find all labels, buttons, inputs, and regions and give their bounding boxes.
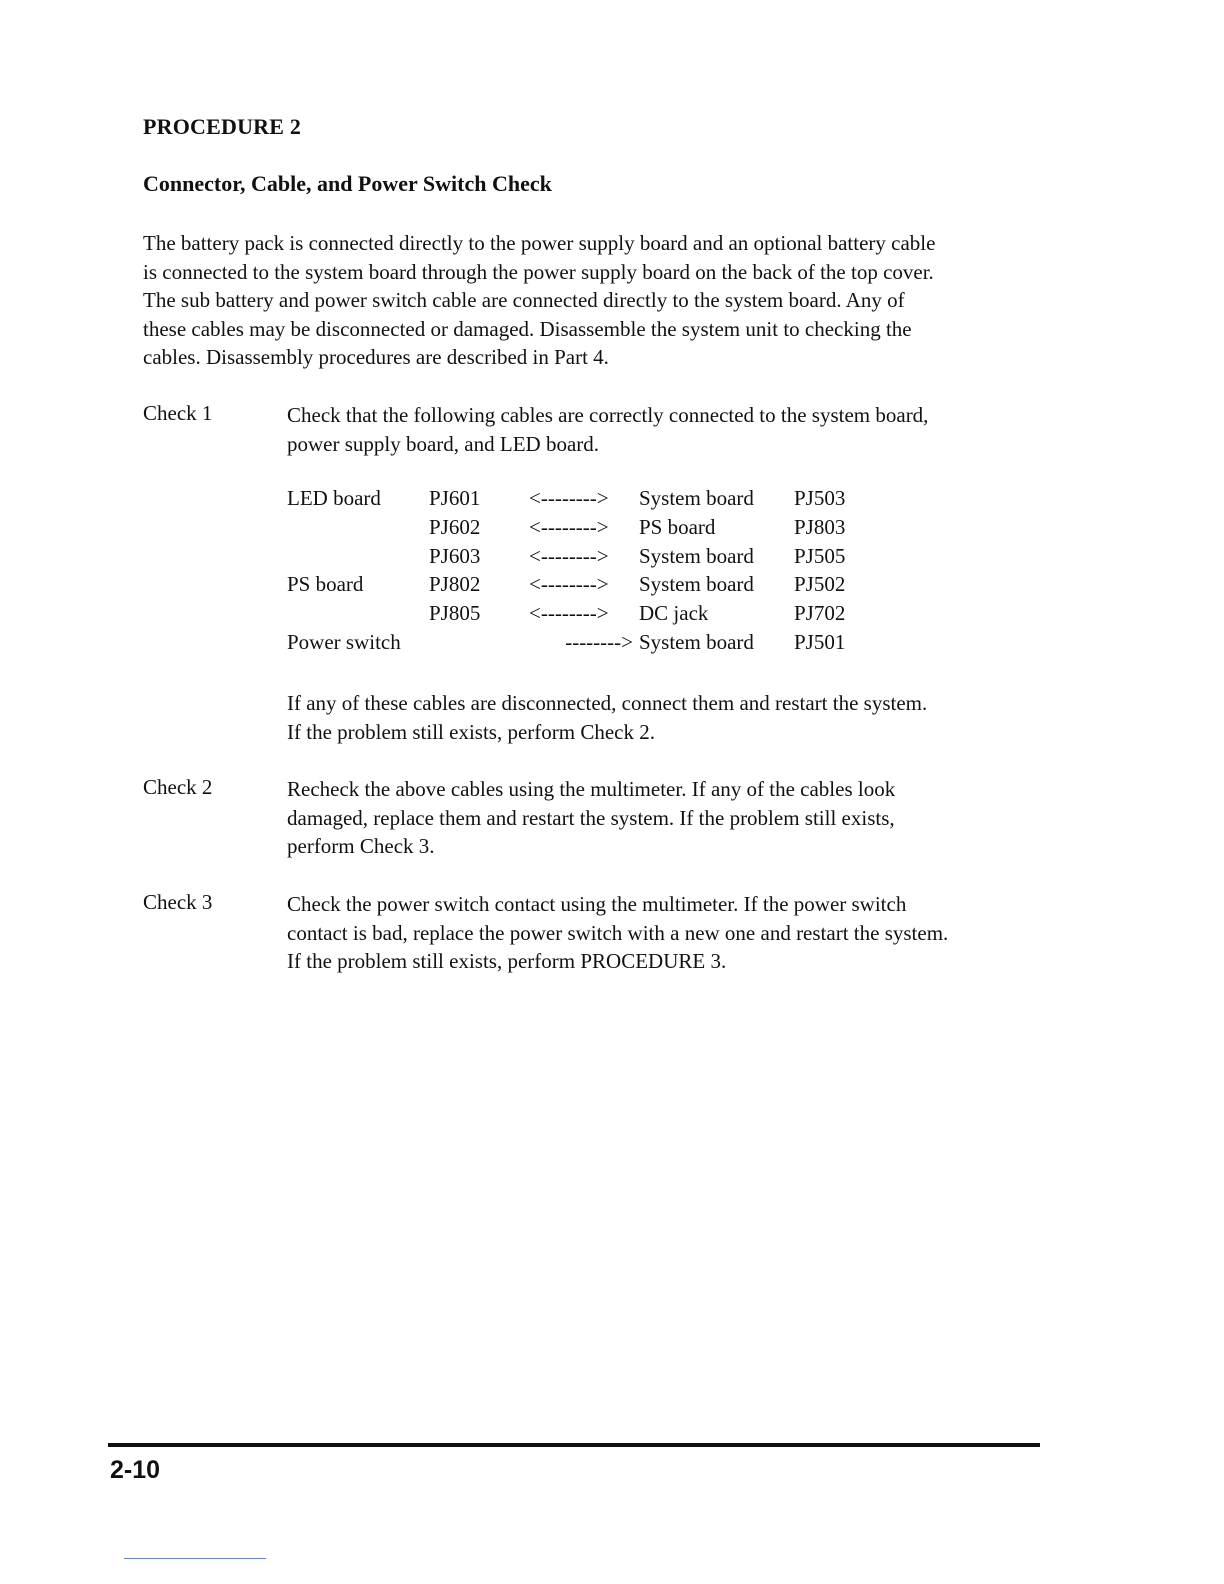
component-cell: Power switch: [287, 629, 401, 654]
check-1-text: [287, 401, 1017, 458]
check-2-label: Check 2: [143, 775, 213, 799]
connector-cell: PJ805: [429, 601, 481, 626]
connector-cell: PJ602: [429, 514, 481, 539]
arrow-cell: <-------->: [529, 486, 609, 510]
target-connector-cell: PJ503: [794, 486, 846, 510]
bottom-link-underline: [124, 1558, 266, 1559]
target-cell: PS board: [639, 514, 716, 539]
target-cell: DC jack: [639, 601, 709, 626]
check-1-label: Check 1: [143, 401, 213, 425]
connector-cell: PJ603: [429, 543, 481, 568]
check-1-followup: [287, 689, 1017, 746]
target-cell: System board: [639, 486, 754, 510]
check-1-line: power supply board, and LED board.: [287, 431, 600, 456]
component-cell: [287, 601, 429, 630]
check-3-line: If the problem still exists, perform PROCEDURE 3.: [287, 949, 727, 974]
table-row: [287, 601, 874, 630]
intro-line: The sub battery and power switch cable are connected directly to the system board. Any of: [143, 288, 905, 313]
check-1-followup-line: If any of these cables are disconnected, connect them and restart the system.: [287, 691, 928, 715]
footer-rule: [108, 1443, 1040, 1447]
procedure-heading: PROCEDURE 2: [143, 114, 302, 139]
connector-cell: PJ601: [429, 486, 481, 510]
intro-paragraph: [143, 229, 1013, 372]
check-2-text: [287, 775, 1017, 861]
target-connector-cell: PJ803: [794, 514, 846, 539]
component-cell: PS board: [287, 572, 364, 597]
target-connector-cell: PJ502: [794, 572, 846, 597]
target-cell: System board: [639, 543, 754, 568]
check-2-line: perform Check 3.: [287, 834, 435, 859]
target-cell: System board: [639, 629, 754, 654]
target-connector-cell: PJ702: [794, 601, 846, 626]
intro-line: cables. Disassembly procedures are described in Part 4.: [143, 345, 609, 370]
target-connector-cell: PJ501: [794, 629, 846, 654]
intro-line: these cables may be disconnected or damaged. Disassemble the system unit to checking the: [143, 316, 912, 341]
table-row: [287, 515, 874, 544]
arrow-cell: <-------->: [529, 572, 609, 597]
section-heading: Connector, Cable, and Power Switch Check: [143, 171, 552, 196]
page-number: 2-10: [110, 1456, 161, 1484]
check-1-followup-line: If the problem still exists, perform Check 2.: [287, 719, 656, 744]
check-3-line: contact is bad, replace the power switch with a new one and restart the system.: [287, 920, 949, 945]
connector-cell: PJ802: [429, 572, 481, 597]
intro-line: The battery pack is connected directly to the power supply board and an optional battery cable: [143, 231, 936, 255]
connector-cell: [429, 630, 529, 659]
table-row: [287, 544, 874, 573]
table-row: [287, 486, 874, 515]
table-row: [287, 572, 874, 601]
component-cell: [287, 544, 429, 573]
target-cell: System board: [639, 572, 754, 597]
check-3-label: Check 3: [143, 890, 213, 914]
check-2-line: damaged, replace them and restart the system. If the problem still exists,: [287, 805, 895, 830]
cable-connection-table: [287, 486, 874, 659]
check-3-text: [287, 890, 1017, 976]
component-cell: LED board: [287, 486, 381, 510]
arrow-cell: <-------->: [529, 514, 609, 539]
component-cell: [287, 515, 429, 544]
arrow-cell: -------->: [565, 629, 633, 654]
arrow-cell: <-------->: [529, 543, 609, 568]
check-2-line: Recheck the above cables using the multimeter. If any of the cables look: [287, 777, 896, 801]
table-row: [287, 630, 874, 659]
target-connector-cell: PJ505: [794, 543, 846, 568]
check-3-line: Check the power switch contact using the multimeter. If the power switch: [287, 892, 907, 916]
intro-line: is connected to the system board through the power supply board on the back of the top cover.: [143, 259, 934, 284]
check-1-line: Check that the following cables are correctly connected to the system board,: [287, 403, 929, 427]
arrow-cell: <-------->: [529, 601, 609, 626]
